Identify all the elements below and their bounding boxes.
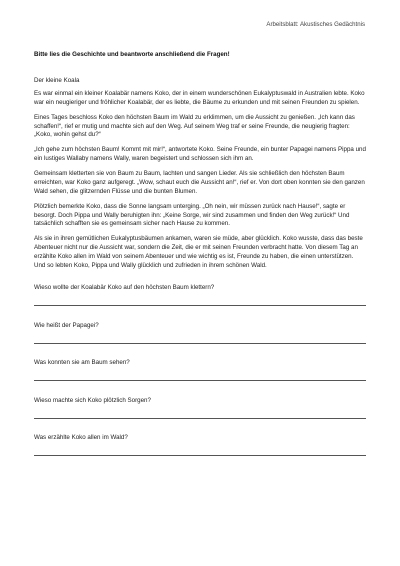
question-item	[34, 283, 366, 321]
story-title: Der kleine Koala	[34, 77, 80, 84]
question-item	[34, 321, 366, 359]
answer-line[interactable]	[34, 380, 366, 381]
worksheet-header: Arbeitsblatt: Akustisches Gedächtnis	[266, 21, 365, 28]
story-paragraph: Eines Tages beschloss Koko den höchsten Baum im Wald zu erklimmen, um die Aussicht zu genießen. „Ich kann das schaffen!“, rief er mutig und machte sich auf den Weg. Auf seinem Weg traf er seine Freunde, die neugierig fragten: „Koko, wohin gehst du?“	[34, 113, 355, 139]
question-text: Was konnten sie am Baum sehen?	[34, 359, 130, 367]
question-text: Wieso machte sich Koko plötzlich Sorgen?	[34, 396, 151, 404]
story-paragraph: Als sie in ihren gemütlichen Eukalyptusbäumen ankamen, waren sie müde, aber glücklich. Koko wusste, dass das beste Abenteuer nicht nur die Aussicht war, sondern die Zeit, die er mit seinen Freunden verbracht hatte. Von diesem Tag an erzählte Koko allen im Wald von seinem Abenteuer und wie wichtig es ist, Freunde zu haben, die einen unterstützen. Und so lebten Koko, Pippa und Wally glücklich und zufrieden in ihrem schönen Wald.	[34, 235, 363, 269]
question-text: Wie heißt der Papagei?	[34, 321, 99, 329]
instruction-text: Bitte lies die Geschichte und beantworte anschließend die Fragen!	[34, 51, 230, 58]
answer-line[interactable]	[34, 455, 366, 456]
answer-line[interactable]	[34, 305, 366, 306]
question-text: Was erzählte Koko allen im Wald?	[34, 434, 128, 442]
story-paragraph: „Ich gehe zum höchsten Baum! Kommt mit mir!“, antwortete Koko. Seine Freunde, ein bunter Papagei namens Pippa und ein lustiges Wallaby namens Wally, waren begeistert und schlossen sich ihm an.	[34, 146, 366, 163]
question-text: Wieso wollte der Koalabär Koko auf den höchsten Baum klettern?	[34, 284, 215, 292]
question-item	[34, 396, 366, 434]
question-item	[34, 358, 366, 396]
question-list	[34, 283, 366, 471]
answer-line[interactable]	[34, 343, 366, 344]
story-paragraph: Gemeinsam kletterten sie von Baum zu Baum, lachten und sangen Lieder. Als sie schließlich den höchsten Baum erreichten, war Koko ganz aufgeregt. „Wow, schaut euch die Aussicht an!“, rief er. Von dort oben konnten sie den ganzen Wald sehen, die glitzernden Flüsse und die bunten Blumen.	[34, 170, 365, 195]
answer-line[interactable]	[34, 418, 366, 419]
question-item	[34, 433, 366, 471]
story-paragraph: Es war einmal ein kleiner Koalabär namens Koko, der in einem wunderschönen Eukalyptuswald in Australien lebte. Koko war ein neugieriger und fröhlicher Koalabär, der es liebte, die Bäume zu erkunden und mit seinen Freunden zu spielen.	[34, 90, 365, 106]
story-paragraph: Plötzlich bemerkte Koko, dass die Sonne langsam unterging. „Oh nein, wir müssen zurück nach Hause!“, sagte er besorgt. Doch Pippa und Wally beruhigten ihn: „Keine Sorge, wir sind zusammen und finden den Weg zurück!“ Und tatsächlich schafften sie es gemeinsam sicher nach Hause zu kommen.	[34, 202, 350, 228]
story-body	[34, 90, 366, 270]
